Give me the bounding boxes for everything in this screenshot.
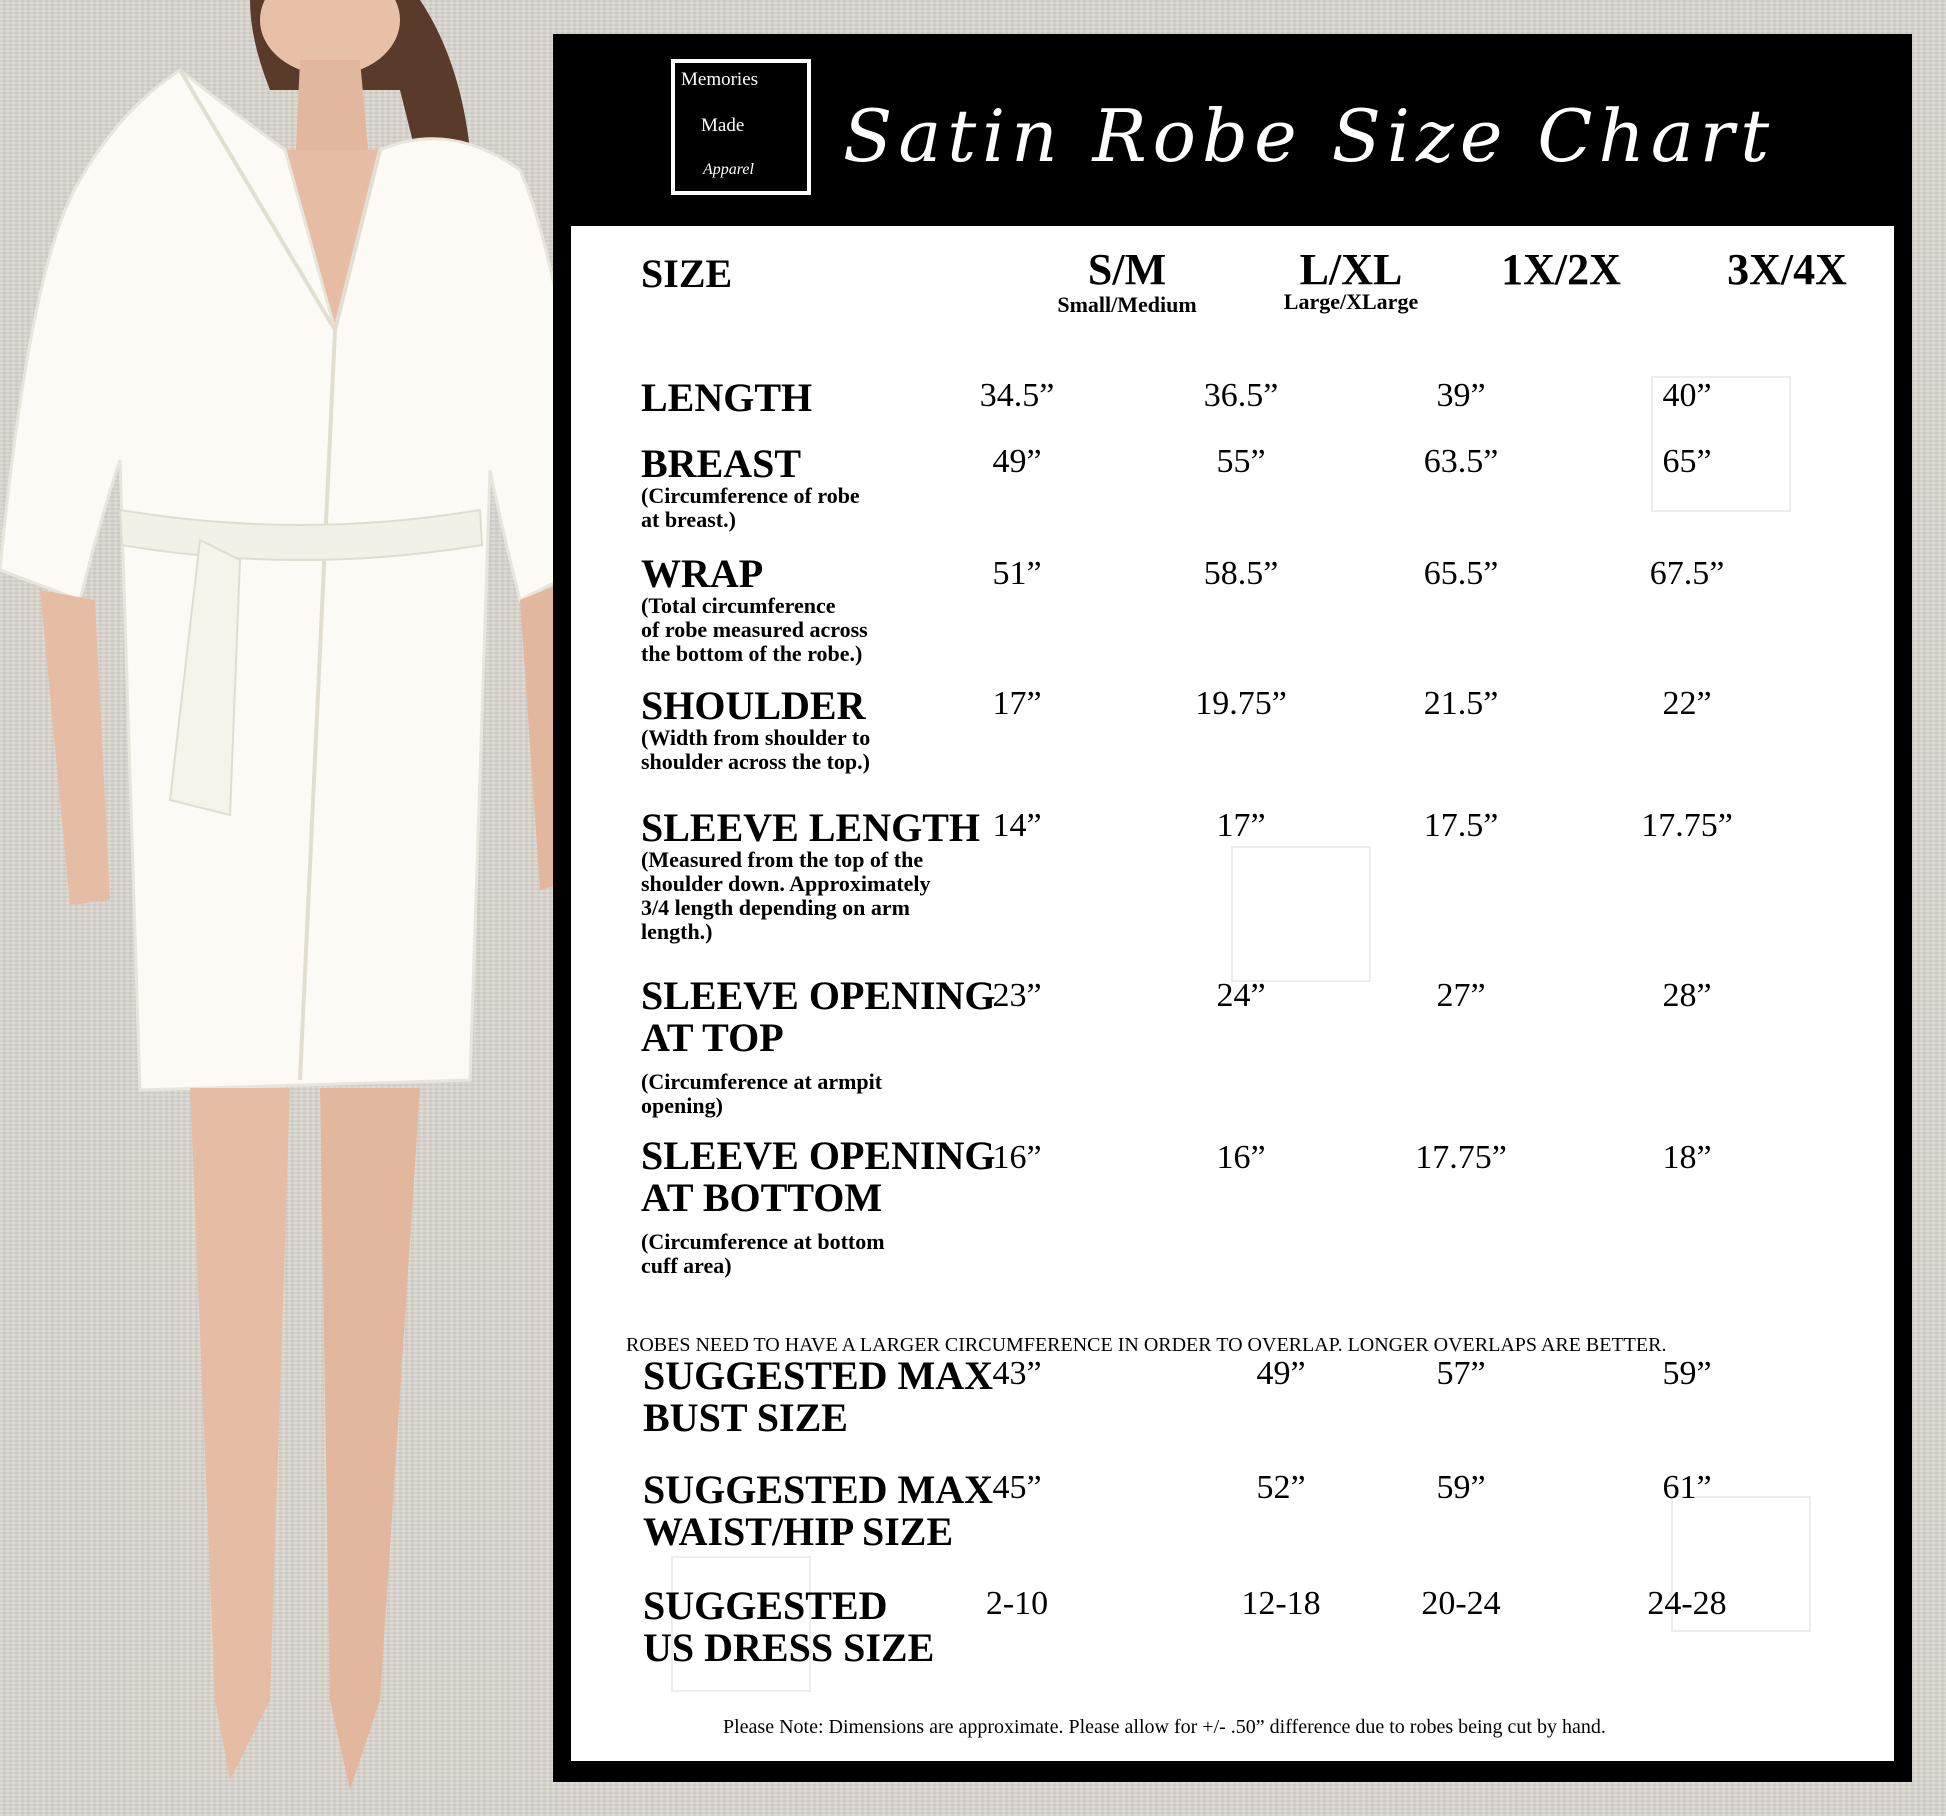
row-label: SLEEVE LENGTH <box>641 805 981 850</box>
size-header: SIZE <box>641 251 733 296</box>
size-value: 19.75” <box>1195 685 1287 722</box>
size-value: 17” <box>1216 807 1266 844</box>
row-description: (Circumference of robe <box>641 483 860 508</box>
logo-line-3: Apparel <box>703 161 754 178</box>
suggested-label: SUGGESTED <box>643 1583 888 1628</box>
size-value: 18” <box>1662 1139 1712 1176</box>
row-description: the bottom of the robe.) <box>641 641 863 666</box>
row-label: BREAST <box>641 441 802 486</box>
suggested-label: SUGGESTED MAX <box>643 1467 994 1512</box>
column-header-sm: S/M <box>1087 245 1167 294</box>
suggested-label: BUST SIZE <box>643 1395 848 1440</box>
column-header-1x2x: 1X/2X <box>1501 245 1621 294</box>
column-subheader-lxl: Large/XLarge <box>1283 289 1419 314</box>
size-value: 65.5” <box>1423 555 1499 592</box>
brand-logo <box>671 59 811 195</box>
row-description: length.) <box>641 919 713 944</box>
size-value: 39” <box>1436 377 1486 414</box>
suggested-label: WAIST/HIP SIZE <box>643 1509 954 1554</box>
size-value: 21.5” <box>1423 685 1499 722</box>
row-label: AT BOTTOM <box>641 1175 883 1220</box>
size-value: 17.75” <box>1415 1139 1507 1176</box>
row-description: shoulder across the top.) <box>641 749 870 774</box>
size-value: 23” <box>992 977 1042 1014</box>
row-description: at breast.) <box>641 507 736 532</box>
size-value: 40” <box>1662 377 1712 414</box>
suggested-value: 61” <box>1662 1469 1712 1506</box>
row-description: shoulder down. Approximately <box>641 871 931 896</box>
suggested-label: US DRESS SIZE <box>643 1625 935 1670</box>
size-table <box>571 226 1894 1761</box>
size-value: 34.5” <box>979 377 1055 414</box>
logo-line-1: Memories <box>681 69 759 90</box>
suggested-value: 59” <box>1662 1355 1712 1392</box>
size-value: 28” <box>1662 977 1712 1014</box>
row-description: (Measured from the top of the <box>641 847 924 872</box>
chart-title: Satin Robe Size Chart <box>843 94 1776 178</box>
size-value: 51” <box>992 555 1042 592</box>
size-value: 17” <box>992 685 1042 722</box>
size-value: 67.5” <box>1649 555 1725 592</box>
size-value: 49” <box>992 443 1042 480</box>
size-value: 27” <box>1436 977 1486 1014</box>
model-photo <box>0 0 600 1816</box>
row-description: 3/4 length depending on arm <box>641 895 910 920</box>
size-value: 58.5” <box>1203 555 1279 592</box>
row-description: cuff area) <box>641 1253 732 1278</box>
suggested-value: 12-18 <box>1241 1585 1321 1622</box>
size-value: 24” <box>1216 977 1266 1014</box>
row-description: (Width from shoulder to <box>641 725 871 750</box>
logo-line-2: Made <box>701 115 745 136</box>
chart-header <box>553 34 1912 219</box>
suggested-value: 2-10 <box>985 1585 1049 1622</box>
row-description: (Total circumference <box>641 593 836 618</box>
size-value: 16” <box>1216 1139 1266 1176</box>
size-value: 63.5” <box>1423 443 1499 480</box>
suggested-value: 43” <box>992 1355 1042 1392</box>
suggested-value: 20-24 <box>1421 1585 1501 1622</box>
row-label: SHOULDER <box>641 683 866 728</box>
suggested-value: 52” <box>1256 1469 1306 1506</box>
suggested-label: SUGGESTED MAX <box>643 1353 994 1398</box>
row-label: SLEEVE OPENING <box>641 1133 996 1178</box>
suggested-value: 59” <box>1436 1469 1486 1506</box>
row-label: AT TOP <box>641 1015 784 1060</box>
watermark-logo <box>1231 846 1371 982</box>
size-chart-panel <box>553 34 1912 1782</box>
footnote: Please Note: Dimensions are approximate. Please allow for +/- .50” difference due to robes being cut by hand. <box>723 1716 1606 1738</box>
column-header-lxl: L/XL <box>1299 245 1403 294</box>
size-value: 22” <box>1662 685 1712 722</box>
row-label: SLEEVE OPENING <box>641 973 996 1018</box>
overlap-note: ROBES NEED TO HAVE A LARGER CIRCUMFERENCE IN ORDER TO OVERLAP. LONGER OVERLAPS ARE BETTER. <box>626 1334 1667 1356</box>
row-label: WRAP <box>641 551 764 596</box>
row-description: (Circumference at armpit <box>641 1069 883 1094</box>
size-value: 17.5” <box>1423 807 1499 844</box>
suggested-value: 57” <box>1436 1355 1486 1392</box>
row-description: of robe measured across <box>641 617 868 642</box>
size-value: 55” <box>1216 443 1266 480</box>
suggested-value: 49” <box>1256 1355 1306 1392</box>
suggested-value: 24-28 <box>1647 1585 1727 1622</box>
size-value: 17.75” <box>1641 807 1733 844</box>
column-header-3x4x: 3X/4X <box>1727 245 1847 294</box>
size-value: 65” <box>1662 443 1712 480</box>
size-value: 16” <box>992 1139 1042 1176</box>
suggested-value: 45” <box>992 1469 1042 1506</box>
row-label: LENGTH <box>641 375 813 420</box>
row-description: (Circumference at bottom <box>641 1229 885 1254</box>
size-value: 36.5” <box>1203 377 1279 414</box>
column-subheader-sm: Small/Medium <box>1057 292 1197 317</box>
row-description: opening) <box>641 1093 723 1118</box>
size-value: 14” <box>992 807 1042 844</box>
